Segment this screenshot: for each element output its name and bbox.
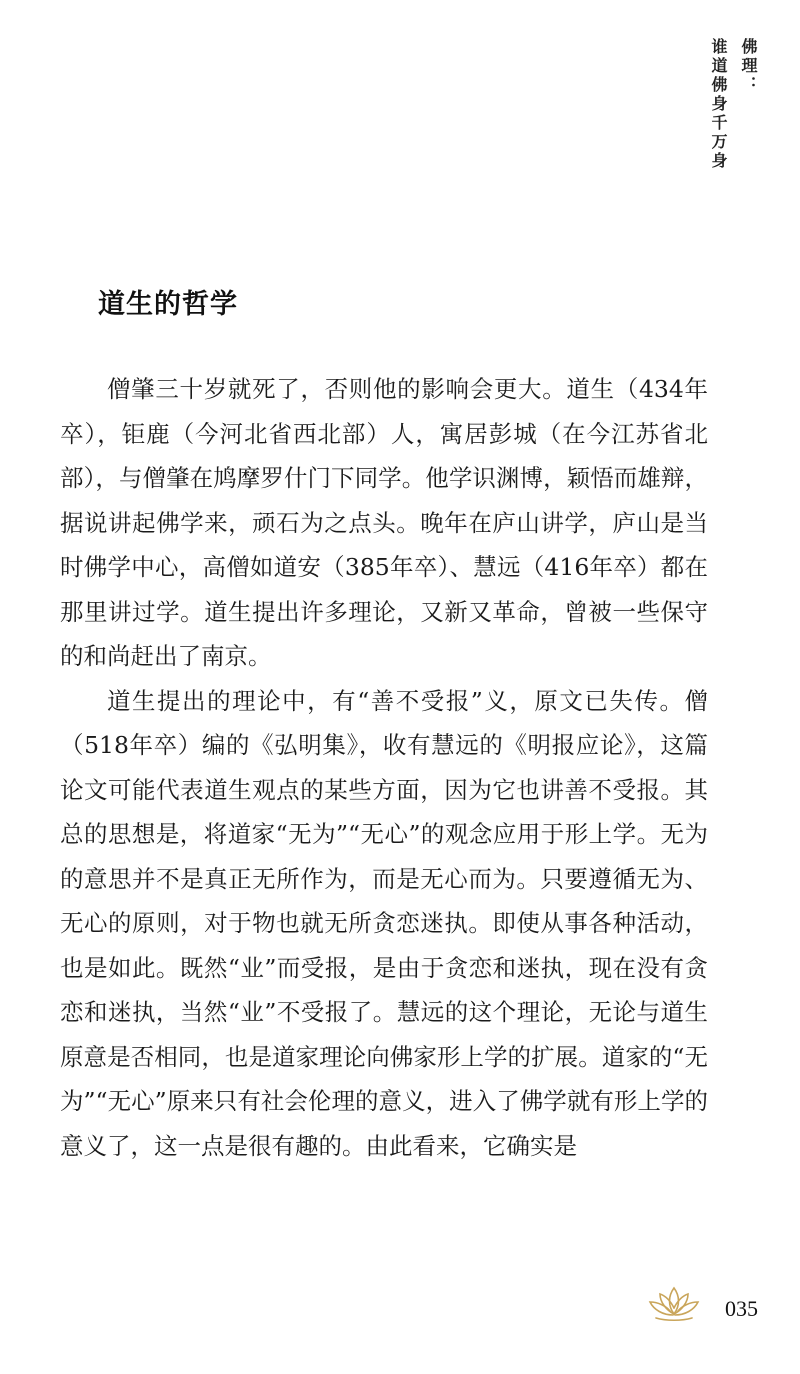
section-heading: 道生的哲学 — [98, 289, 238, 320]
running-head-subtitle: 谁道佛身千万身 — [709, 38, 728, 171]
paragraph: 道生提出的理论中，有“善不受报”义，原文已失传。僧（518年卒）编的《弘明集》，收有慧远的《明报应论》，这篇论文可能代表道生观点的某些方面，因为它也讲善不受报。其总的思想是，将道家“无为”“无心”的观念应用于形上学。无为的意思并不是真正无所作为，而是无心而为。只要遵循无为、无心的原则，对于物也就无所贪恋迷执。即使从事各种活动，也是如此。既然“业”而受报，是由于贪恋和迷执，现在没有贪恋和迷执，当然“业”不受报了。慧远的这个理论，无论与道生原意是否相同，也是道家理论向佛家形上学的扩展。道家的“无为”“无心”原来只有社会伦理的意义，进入了佛学就有形上学的意义了，这一点是很有趣的。由此看来，它确实是 — [60, 686, 708, 1160]
running-head-part: 佛理： — [739, 38, 758, 95]
page-number: 035 — [725, 1296, 758, 1321]
body-text — [60, 367, 708, 1168]
lotus-icon — [646, 1278, 702, 1326]
paragraph: 僧肇三十岁就死了，否则他的影响会更大。道生（434年卒），钜鹿（今河北省西北部）人，寓居彭城（在今江苏省北部），与僧肇在鸠摩罗什门下同学。他学识渊博，颖悟而雄辩，据说讲起佛学来，顽石为之点头。晚年在庐山讲学，庐山是当时佛学中心，高僧如道安（385年卒）、慧远（416年卒）都在那里讲过学。道生提出许多理论，又新又革命，曾被一些保守的和尚赶出了南京。 — [60, 375, 708, 670]
running-head — [692, 38, 756, 188]
